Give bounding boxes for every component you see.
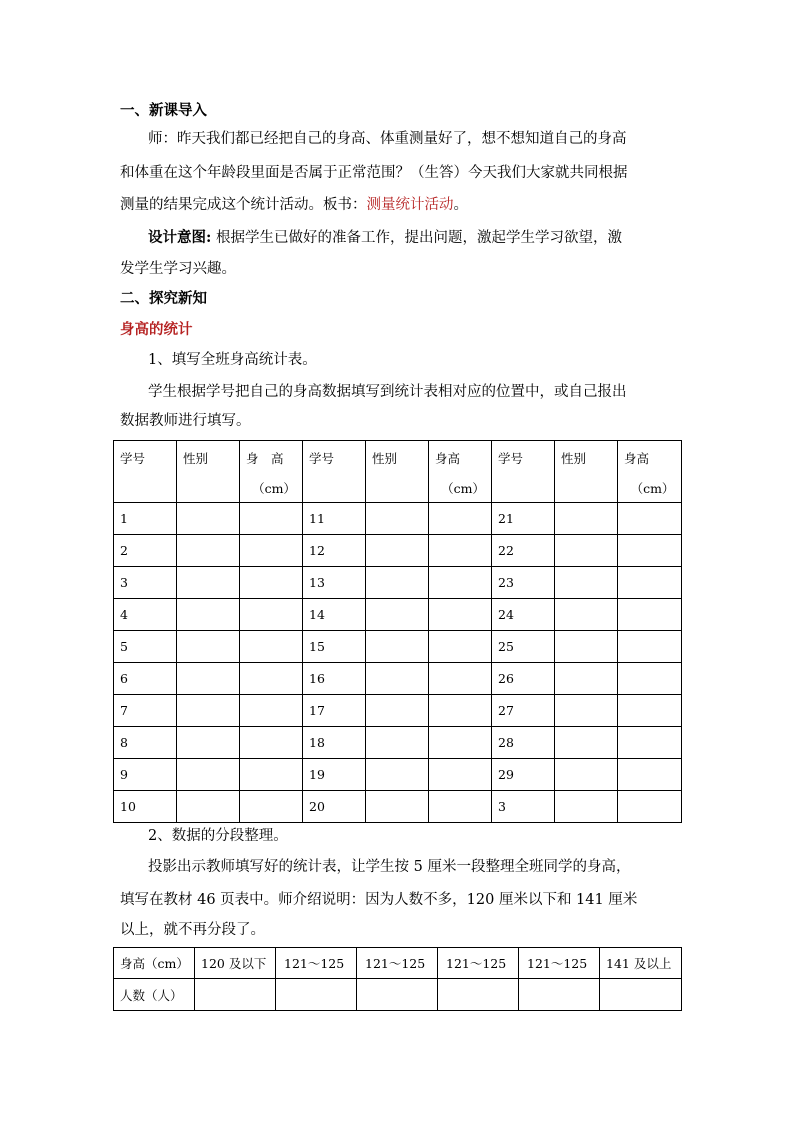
table-row [114, 599, 682, 631]
range-row-label: 身高（cm） [114, 948, 195, 979]
height-cell[interactable] [240, 759, 303, 791]
student-id-cell: 14 [303, 599, 366, 631]
gender-cell[interactable] [177, 727, 240, 759]
count-cell[interactable] [357, 979, 438, 1011]
intro-line-3 [120, 195, 690, 215]
student-id-cell: 24 [492, 599, 555, 631]
height-cell[interactable] [618, 503, 682, 535]
height-cell[interactable] [429, 727, 492, 759]
count-cell[interactable] [276, 979, 357, 1011]
header-id: 学号 [492, 441, 555, 503]
gender-cell[interactable] [555, 663, 618, 695]
height-stats-subheading: 身高的统计 [120, 321, 193, 338]
header-height [240, 441, 303, 503]
height-cell[interactable] [618, 791, 682, 823]
header-height-unit: （cm） [630, 481, 675, 496]
student-id-cell: 25 [492, 631, 555, 663]
range-count-row [114, 979, 682, 1011]
gender-cell[interactable] [177, 599, 240, 631]
gender-cell[interactable] [555, 535, 618, 567]
gender-cell[interactable] [177, 567, 240, 599]
height-cell[interactable] [240, 599, 303, 631]
gender-cell[interactable] [366, 759, 429, 791]
header-id: 学号 [114, 441, 177, 503]
table-row [114, 695, 682, 727]
student-id-cell: 21 [492, 503, 555, 535]
student-id-cell: 1 [114, 503, 177, 535]
header-height-unit: （cm） [441, 481, 485, 496]
design-intent-label: 设计意图: [148, 229, 212, 246]
height-stats-table [113, 440, 682, 823]
height-cell[interactable] [429, 599, 492, 631]
design-intent-text: 根据学生已做好的准备工作，提出问题，激起学生学习欲望，激 [215, 230, 622, 246]
step1-title: 1、填写全班身高统计表。 [148, 352, 317, 368]
range-cell: 121～125 [357, 948, 438, 979]
gender-cell[interactable] [555, 599, 618, 631]
design-intent-line-2: 发学生学习兴趣。 [120, 261, 236, 277]
gender-cell[interactable] [366, 599, 429, 631]
student-id-cell: 8 [114, 727, 177, 759]
step2-line-2: 填写在教材 46 页表中。师介绍说明：因为人数不多，120 厘米以下和 141 厘米 [120, 892, 638, 908]
height-cell[interactable] [618, 663, 682, 695]
header-height [618, 441, 682, 503]
board-title: 测量统计活动 [366, 197, 454, 213]
height-cell[interactable] [429, 791, 492, 823]
height-range-table [113, 947, 682, 1011]
student-id-cell: 10 [114, 791, 177, 823]
gender-cell[interactable] [177, 791, 240, 823]
student-id-cell: 23 [492, 567, 555, 599]
student-id-cell: 4 [114, 599, 177, 631]
height-cell[interactable] [618, 567, 682, 599]
student-id-cell: 5 [114, 631, 177, 663]
height-cell[interactable] [240, 631, 303, 663]
gender-cell[interactable] [366, 567, 429, 599]
student-id-cell: 9 [114, 759, 177, 791]
student-id-cell: 27 [492, 695, 555, 727]
table-row [114, 663, 682, 695]
range-cell: 141 及以上 [600, 948, 682, 979]
student-id-cell: 17 [303, 695, 366, 727]
count-row-label: 人数（人） [114, 979, 195, 1011]
range-cell: 120 及以下 [195, 948, 276, 979]
height-cell[interactable] [240, 695, 303, 727]
student-id-cell: 18 [303, 727, 366, 759]
height-cell[interactable] [240, 567, 303, 599]
table-row [114, 535, 682, 567]
gender-cell[interactable] [177, 503, 240, 535]
section2-heading: 二、探究新知 [120, 290, 207, 307]
height-cell[interactable] [429, 631, 492, 663]
student-id-cell: 13 [303, 567, 366, 599]
student-id-cell: 2 [114, 535, 177, 567]
height-cell[interactable] [240, 791, 303, 823]
header-height-label: 身高 [435, 451, 461, 466]
range-cell: 121～125 [276, 948, 357, 979]
header-height [429, 441, 492, 503]
table-row [114, 759, 682, 791]
student-id-cell: 15 [303, 631, 366, 663]
height-cell[interactable] [429, 567, 492, 599]
height-cell[interactable] [618, 631, 682, 663]
count-cell[interactable] [519, 979, 600, 1011]
student-id-cell: 3 [492, 791, 555, 823]
height-cell[interactable] [618, 727, 682, 759]
student-id-cell: 22 [492, 535, 555, 567]
height-cell[interactable] [429, 695, 492, 727]
range-header-row [114, 948, 682, 979]
height-cell[interactable] [618, 695, 682, 727]
count-cell[interactable] [195, 979, 276, 1011]
table-row [114, 791, 682, 823]
gender-cell[interactable] [177, 759, 240, 791]
header-gender: 性别 [555, 441, 618, 503]
gender-cell[interactable] [555, 695, 618, 727]
intro-line-2: 和体重在这个年龄段里面是否属于正常范围？（生答）今天我们大家就共同根据 [120, 165, 628, 181]
board-suffix: 。 [453, 197, 468, 213]
intro-line-3-text: 测量的结果完成这个统计活动。板书： [120, 197, 367, 213]
gender-cell[interactable] [555, 567, 618, 599]
student-id-cell: 6 [114, 663, 177, 695]
gender-cell[interactable] [177, 535, 240, 567]
height-cell[interactable] [618, 535, 682, 567]
header-height-unit: （cm） [252, 481, 296, 496]
gender-cell[interactable] [555, 759, 618, 791]
gender-cell[interactable] [366, 631, 429, 663]
step2-title: 2、数据的分段整理。 [148, 828, 288, 844]
range-cell: 121～125 [438, 948, 519, 979]
header-id: 学号 [303, 441, 366, 503]
step2-line-3: 以上，就不再分段了。 [120, 922, 265, 938]
header-height-label: 身 高 [246, 451, 284, 466]
student-id-cell: 3 [114, 567, 177, 599]
height-cell[interactable] [240, 503, 303, 535]
gender-cell[interactable] [366, 791, 429, 823]
student-id-cell: 11 [303, 503, 366, 535]
student-id-cell: 29 [492, 759, 555, 791]
height-cell[interactable] [429, 759, 492, 791]
gender-cell[interactable] [555, 503, 618, 535]
height-cell[interactable] [618, 759, 682, 791]
intro-line-1: 师：昨天我们都已经把自己的身高、体重测量好了，想不想知道自己的身高 [148, 131, 627, 147]
table-row [114, 727, 682, 759]
header-gender: 性别 [177, 441, 240, 503]
count-cell[interactable] [600, 979, 682, 1011]
gender-cell[interactable] [366, 695, 429, 727]
gender-cell[interactable] [366, 503, 429, 535]
table-row [114, 503, 682, 535]
student-id-cell: 7 [114, 695, 177, 727]
step2-line-1: 投影出示教师填写好的统计表，让学生按 5 厘米一段整理全班同学的身高， [148, 859, 631, 875]
student-id-cell: 19 [303, 759, 366, 791]
height-cell[interactable] [240, 535, 303, 567]
student-id-cell: 28 [492, 727, 555, 759]
gender-cell[interactable] [555, 727, 618, 759]
height-cell[interactable] [618, 599, 682, 631]
step1-line-2: 数据教师进行填写。 [120, 413, 251, 429]
table-header-row [114, 441, 682, 503]
gender-cell[interactable] [366, 727, 429, 759]
gender-cell[interactable] [366, 535, 429, 567]
gender-cell[interactable] [366, 663, 429, 695]
student-id-cell: 20 [303, 791, 366, 823]
height-cell[interactable] [429, 663, 492, 695]
range-cell: 121～125 [519, 948, 600, 979]
step1-line-1: 学生根据学号把自己的身高数据填写到统计表相对应的位置中，或自己报出 [148, 384, 627, 400]
count-cell[interactable] [438, 979, 519, 1011]
header-height-label: 身高 [624, 451, 650, 466]
gender-cell[interactable] [555, 791, 618, 823]
height-cell[interactable] [429, 535, 492, 567]
height-cell[interactable] [240, 663, 303, 695]
section1-heading: 一、新课导入 [120, 102, 207, 119]
gender-cell[interactable] [177, 631, 240, 663]
height-cell[interactable] [429, 503, 492, 535]
design-intent-line-1 [148, 228, 718, 248]
height-cell[interactable] [240, 727, 303, 759]
gender-cell[interactable] [177, 695, 240, 727]
header-gender: 性别 [366, 441, 429, 503]
table-row [114, 631, 682, 663]
student-id-cell: 12 [303, 535, 366, 567]
gender-cell[interactable] [177, 663, 240, 695]
student-id-cell: 26 [492, 663, 555, 695]
table-row [114, 567, 682, 599]
gender-cell[interactable] [555, 631, 618, 663]
student-id-cell: 16 [303, 663, 366, 695]
